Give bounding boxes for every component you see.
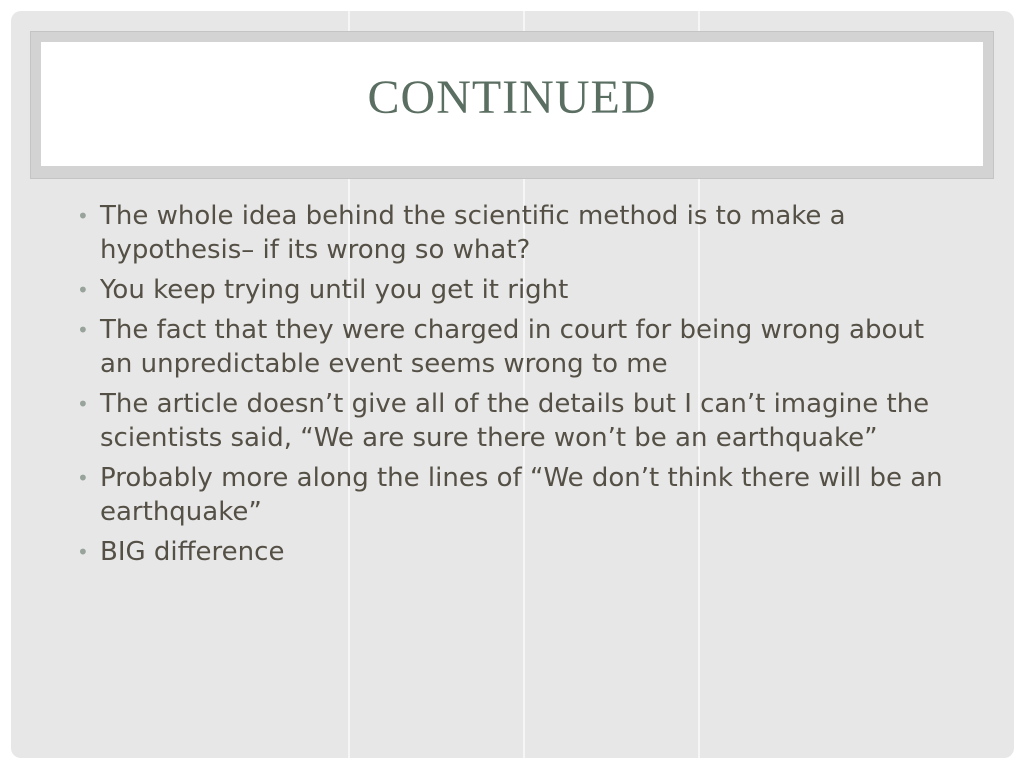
list-item	[73, 273, 953, 307]
list-item	[73, 199, 953, 267]
bullet-text: BIG difference	[100, 537, 285, 567]
bullet-icon: •	[77, 466, 89, 490]
bullet-icon: •	[77, 318, 89, 342]
bullet-icon: •	[77, 278, 89, 302]
bullet-text: The article doesn’t give all of the details but I can’t imagine the scientists said, “We are sure there won’t be an earthquake”	[100, 389, 930, 453]
list-item	[73, 535, 953, 569]
bullet-icon: •	[77, 204, 89, 228]
bullet-text: Probably more along the lines of “We don’t think there will be an earthquake”	[100, 463, 943, 527]
bullet-icon: •	[77, 540, 89, 564]
bullet-text: The fact that they were charged in court for being wrong about an unpredictable event seems wrong to me	[100, 315, 925, 379]
bullet-list	[73, 199, 953, 575]
title-frame	[30, 31, 994, 179]
slide	[11, 11, 1014, 758]
bullet-icon: •	[77, 392, 89, 416]
bullet-text: The whole idea behind the scientific method is to make a hypothesis– if its wrong so what?	[100, 201, 846, 265]
title-box	[41, 42, 983, 166]
list-item	[73, 387, 953, 455]
list-item	[73, 313, 953, 381]
bullet-text: You keep trying until you get it right	[100, 275, 569, 305]
slide-title: CONTINUED	[367, 70, 657, 124]
list-item	[73, 461, 953, 529]
